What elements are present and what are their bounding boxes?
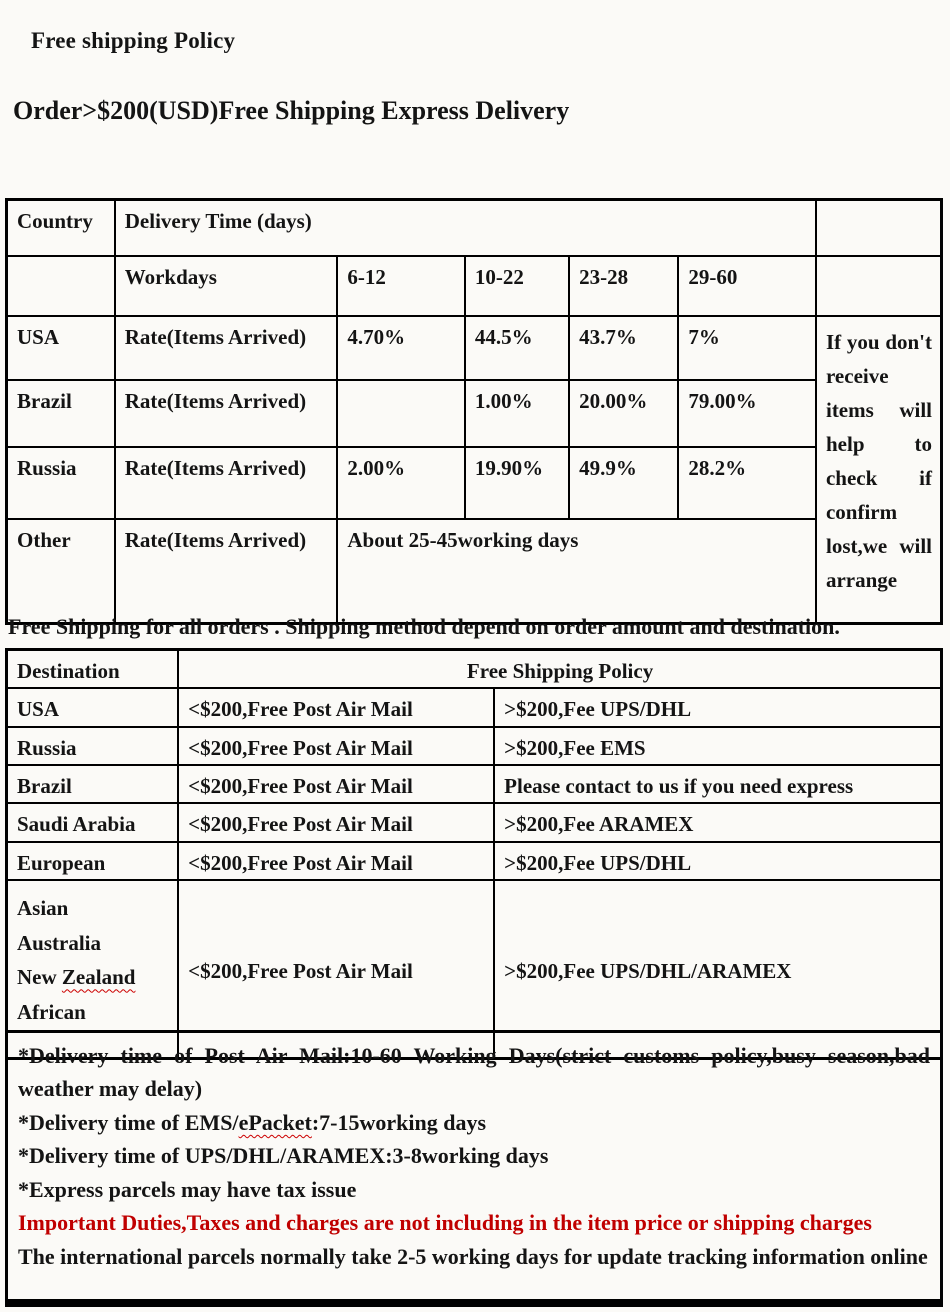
under-200-cell: <$200,Free Post Air Mail <box>178 880 494 1059</box>
rate-label-cell: Rate(Items Arrived) <box>115 380 338 447</box>
page-title: Free shipping Policy <box>31 28 236 53</box>
destination-line: New Zealand <box>17 965 136 990</box>
table-row-header1 <box>7 200 942 257</box>
country-header-cell: Country <box>7 200 115 257</box>
table-row-header <box>7 650 942 689</box>
range-cell: 29-60 <box>678 256 816 316</box>
note-post-air-mail: *Delivery time of Post Air Mail:10-60 Working Days(strict customs policy,busy season,bad weather may delay) <box>18 1043 930 1102</box>
rate-value-cell: 44.5% <box>465 316 569 380</box>
note-tax-issue: *Express parcels may have tax issue <box>18 1176 357 1202</box>
page-subtitle: Order>$200(USD)Free Shipping Express Delivery <box>13 96 570 125</box>
note-tracking-info: The international parcels normally take 2-5 working days for update tracking information online <box>18 1243 928 1269</box>
misspelled-word: ePacket <box>238 1109 312 1135</box>
destination-cell: USA <box>7 688 179 726</box>
destination-cell: Russia <box>7 727 179 765</box>
destination-cell: Brazil <box>7 765 179 803</box>
rate-value-cell: 4.70% <box>337 316 464 380</box>
workdays-cell: Workdays <box>115 256 338 316</box>
table-row-brazil <box>7 380 942 447</box>
note-ups-dhl-aramex: *Delivery time of UPS/DHL/ARAMEX:3-8working days <box>18 1143 549 1169</box>
table-row-usa <box>7 316 942 380</box>
policy-header-cell: Free Shipping Policy <box>178 650 941 689</box>
destination-header-cell: Destination <box>7 650 179 689</box>
rate-value-cell: 7% <box>678 316 816 380</box>
country-cell: Russia <box>7 447 115 519</box>
under-200-cell: <$200,Free Post Air Mail <box>178 803 494 841</box>
empty-cell <box>816 200 942 257</box>
delivery-notes-box <box>5 1030 943 1307</box>
rate-label-cell: Rate(Items Arrived) <box>115 316 338 380</box>
side-note-cell: If you don't receive items will help to check if confirm lost,we will arrange <box>816 316 942 624</box>
destination-cell: European <box>7 842 179 880</box>
duties-warning: Important Duties,Taxes and charges are not including in the item price or shipping charges <box>18 1210 872 1236</box>
range-cell: 23-28 <box>569 256 678 316</box>
over-200-cell: >$200,Fee UPS/DHL/ARAMEX <box>494 880 941 1059</box>
range-cell: 10-22 <box>465 256 569 316</box>
over-200-cell: Please contact to us if you need express <box>494 765 941 803</box>
rate-value-cell: 1.00% <box>465 380 569 447</box>
table-row-european <box>7 842 942 880</box>
rate-value-cell: 79.00% <box>678 380 816 447</box>
table-row-other <box>7 519 942 624</box>
empty-cell <box>7 256 115 316</box>
range-cell: 6-12 <box>337 256 464 316</box>
over-200-cell: >$200,Fee EMS <box>494 727 941 765</box>
note-ems-epacket: *Delivery time of EMS/ePacket:7-15working days <box>18 1109 487 1135</box>
free-shipping-note: Free Shipping for all orders . Shipping method depend on order amount and destination. <box>8 614 840 639</box>
other-delivery-cell: About 25-45working days <box>337 519 816 624</box>
empty-cell <box>816 256 942 316</box>
under-200-cell: <$200,Free Post Air Mail <box>178 688 494 726</box>
rate-value-cell: 19.90% <box>465 447 569 519</box>
country-cell: USA <box>7 316 115 380</box>
rate-value-cell: 20.00% <box>569 380 678 447</box>
rate-value-cell: 43.7% <box>569 316 678 380</box>
destination-cell: Saudi Arabia <box>7 803 179 841</box>
rate-value-cell: 49.9% <box>569 447 678 519</box>
destination-line: African <box>17 999 86 1024</box>
misspelled-word: Zealand <box>61 965 136 990</box>
delivery-time-header-cell: Delivery Time (days) <box>115 200 816 257</box>
destination-line: Asian <box>17 896 69 921</box>
rate-value-cell: 2.00% <box>337 447 464 519</box>
table-row-brazil <box>7 765 942 803</box>
over-200-cell: >$200,Fee UPS/DHL <box>494 842 941 880</box>
country-cell: Other <box>7 519 115 624</box>
rate-label-cell: Rate(Items Arrived) <box>115 447 338 519</box>
delivery-time-table <box>5 198 943 625</box>
table-row-russia <box>7 727 942 765</box>
rate-value-cell: 28.2% <box>678 447 816 519</box>
country-cell: Brazil <box>7 380 115 447</box>
table-row-russia <box>7 447 942 519</box>
table-row-header2 <box>7 256 942 316</box>
under-200-cell: <$200,Free Post Air Mail <box>178 842 494 880</box>
rate-value-cell <box>337 380 464 447</box>
over-200-cell: >$200,Fee UPS/DHL <box>494 688 941 726</box>
free-shipping-policy-table <box>5 648 943 1060</box>
rate-label-cell: Rate(Items Arrived) <box>115 519 338 624</box>
destination-line: Australia <box>17 930 101 955</box>
under-200-cell: <$200,Free Post Air Mail <box>178 727 494 765</box>
table-row-usa <box>7 688 942 726</box>
under-200-cell: <$200,Free Post Air Mail <box>178 765 494 803</box>
over-200-cell: >$200,Fee ARAMEX <box>494 803 941 841</box>
table-row-saudi-arabia <box>7 803 942 841</box>
